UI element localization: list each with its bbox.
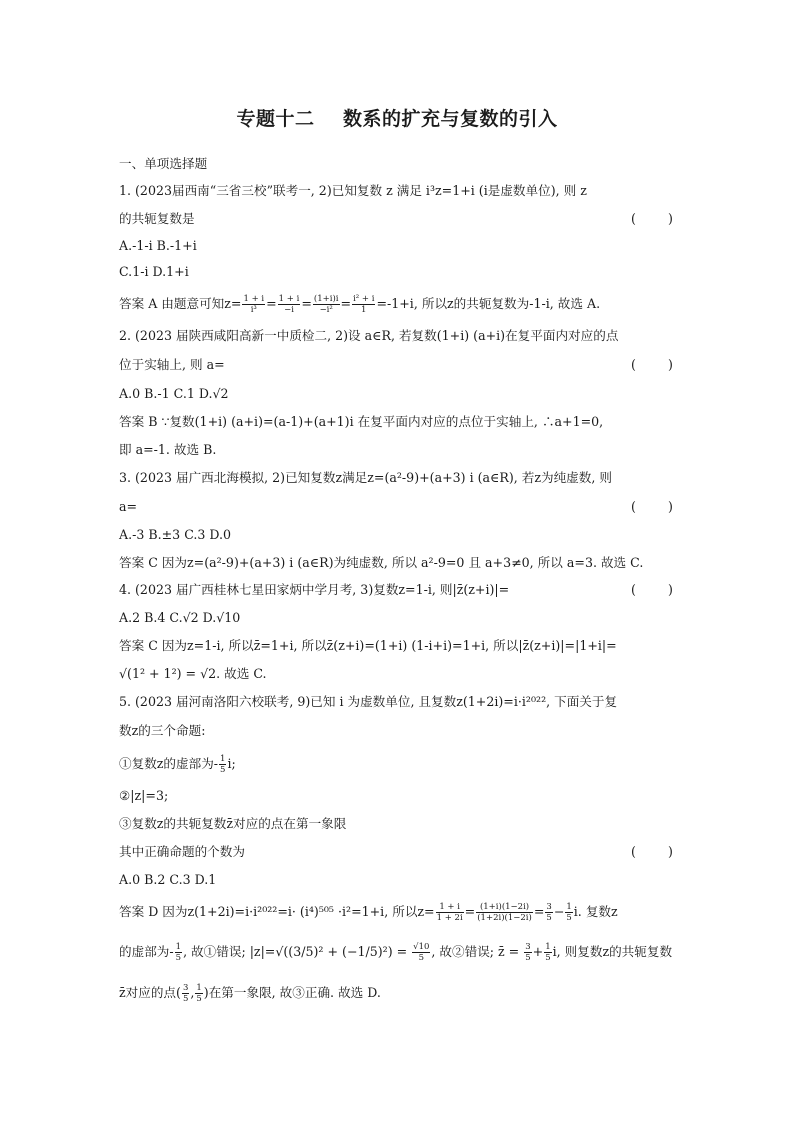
q5-answer-line2: 的虚部为- $\frac{1}{5}$ , 故①错误; |z|=√((3/5)² + (−1/5)²) = $\frac{√10}{5}$ , 故②错误; z̄ = $\frac{3}{5}$ + $\frac{1}{5}$ i, 则复数z的共轭复数 bbox=[119, 942, 673, 963]
q4-stem: 4. (2023 届广西桂林七星田家炳中学月考, 3)复数z=1-i, 则|z̄(z+i)|= bbox=[119, 582, 510, 597]
q3-options: A.-3 B.±3 C.3 D.0 bbox=[119, 527, 232, 542]
q5-b-frac-3: $\frac{3}{5}$ bbox=[525, 942, 531, 963]
q5-answer-blank: ( ) bbox=[631, 844, 673, 859]
q5-a-frac-3: $\frac{3}{5}$ bbox=[546, 902, 552, 923]
q1-options-line2: C.1-i D.1+i bbox=[119, 264, 189, 279]
q2-answer-line1: 答案 B ∵复数(1+i) (a+i)=(a-1)+(a+1)i 在复平面内对应的点位于实轴上, ∴a+1=0, bbox=[119, 414, 604, 429]
q5-answer-line3: z̄对应的点( $\frac{3}{5}$ , $\frac{1}{5}$ )在第一象限, 故③正确. 故选 D. bbox=[119, 983, 381, 1004]
q5-c-frac-2: $\frac{1}{5}$ bbox=[196, 983, 202, 1004]
q1-frac-4: $\frac{\text{i² + i}}{1}$ bbox=[353, 294, 375, 315]
section-heading: 一、单项选择题 bbox=[119, 156, 208, 171]
q5-b-frac-1: $\frac{1}{5}$ bbox=[175, 942, 182, 963]
q4-answer-line1: 答案 C 因为z=1-i, 所以z̄=1+i, 所以z̄(z+i)=(1+i) (1-i+i)=1+i, 所以|z̄(z+i)|=|1+i|= bbox=[119, 638, 617, 653]
q3-answer-blank: ( ) bbox=[631, 499, 673, 514]
q1-frac-1: $\frac{1 + i}{\text{i³}}$ bbox=[243, 294, 265, 315]
q1-stem-line1: 1. (2023届西南“三省三校”联考一, 2)已知复数 z 满足 i³z=1+i (i是虚数单位), 则 z bbox=[119, 183, 587, 198]
q5-a-frac-2: $\frac{(1+i)(1-2i)}{(1+2i)(1-2i)}$ bbox=[477, 902, 532, 923]
q1-answer-blank: ( ) bbox=[631, 211, 673, 226]
q5-options: A.0 B.2 C.3 D.1 bbox=[119, 872, 217, 887]
q5-proposition-1: ①复数z的虚部为- $\frac{1}{5}$ i; bbox=[119, 754, 236, 775]
q1-answer: 答案 A 由题意可知z= $\frac{1 + i}{\text{i³}}$ = $\frac{1 + i}{-i}$ = $\frac{(1+i)i}{\text{−i²}}$ = $\frac{\text{i² + i}}{1}$ =-1+i, 所以z的共轭复数为-1-i, 故选 A. bbox=[119, 294, 601, 315]
q1-stem-line2: 的共轭复数是 bbox=[119, 211, 195, 226]
q1-frac-3: $\frac{(1+i)i}{\text{−i²}}$ bbox=[313, 294, 339, 315]
q2-answer-line2: 即 a=-1. 故选 B. bbox=[119, 442, 217, 457]
q5-stem-line2: 数z的三个命题: bbox=[119, 723, 206, 738]
q5-answer-line1: 答案 D 因为z(1+2i)=i·i²⁰²²=i· (i⁴)⁵⁰⁵ ·i²=1+i, 所以z= $\frac{1 + i}{1 + 2i}$ = $\frac{(1+i)(1-2i)}{(1+2i)(1-2i)}$ = $\frac{3}{5}$ − $\frac{1}{5}$ i. 复数z bbox=[119, 902, 618, 923]
q1-frac-2: $\frac{1 + i}{-i}$ bbox=[278, 294, 300, 315]
q5-proposition-3: ③复数z的共轭复数z̄对应的点在第一象限 bbox=[119, 816, 347, 831]
q1-options-line1: A.-1-i B.-1+i bbox=[119, 238, 197, 253]
q1-answer-tail: =-1+i, 所以z的共轭复数为-1-i, 故选 A. bbox=[376, 296, 601, 311]
q5-a-frac-4: $\frac{1}{5}$ bbox=[566, 902, 572, 923]
page-title: 专题十二 数系的扩充与复数的引入 bbox=[236, 108, 558, 130]
q3-stem-line2: a= bbox=[119, 499, 138, 514]
q5-stem-line1: 5. (2023 届河南洛阳六校联考, 9)已知 i 为虚数单位, 且复数z(1+2i)=i·i²⁰²², 下面关于复 bbox=[119, 694, 618, 709]
q5-b-frac-2: $\frac{√10}{5}$ bbox=[413, 942, 430, 963]
q4-answer-blank: ( ) bbox=[631, 582, 673, 597]
q5-stem-line3: 其中正确命题的个数为 bbox=[119, 844, 245, 859]
q2-stem-line2: 位于实轴上, 则 a= bbox=[119, 357, 225, 372]
q3-stem-line1: 3. (2023 届广西北海模拟, 2)已知复数z满足z=(a²-9)+(a+3) i (a∈R), 若z为纯虚数, 则 bbox=[119, 470, 612, 485]
q2-stem-line1: 2. (2023 届陕西咸阳高新一中质检二, 2)设 a∈R, 若复数(1+i) (a+i)在复平面内对应的点 bbox=[119, 328, 619, 343]
q4-answer-line2: √(1² + 1²) = √2. 故选 C. bbox=[119, 666, 267, 681]
q1-answer-lead: 答案 A 由题意可知z= bbox=[119, 296, 242, 311]
q5-p1-frac: $\frac{1}{5}$ bbox=[220, 754, 226, 775]
q5-a-frac-1: $\frac{1 + i}{1 + 2i}$ bbox=[436, 902, 463, 923]
q5-proposition-2: ②|z|=3; bbox=[119, 788, 169, 803]
q2-answer-blank: ( ) bbox=[631, 357, 673, 372]
q3-answer: 答案 C 因为z=(a²-9)+(a+3) i (a∈R)为纯虚数, 所以 a²-9=0 且 a+3≠0, 所以 a=3. 故选 C. bbox=[119, 555, 644, 570]
q4-options: A.2 B.4 C.√2 D.√10 bbox=[119, 610, 241, 625]
q5-b-frac-4: $\frac{1}{5}$ bbox=[545, 942, 551, 963]
q5-c-frac-1: $\frac{3}{5}$ bbox=[182, 983, 189, 1004]
q2-options: A.0 B.-1 C.1 D.√2 bbox=[119, 386, 229, 401]
